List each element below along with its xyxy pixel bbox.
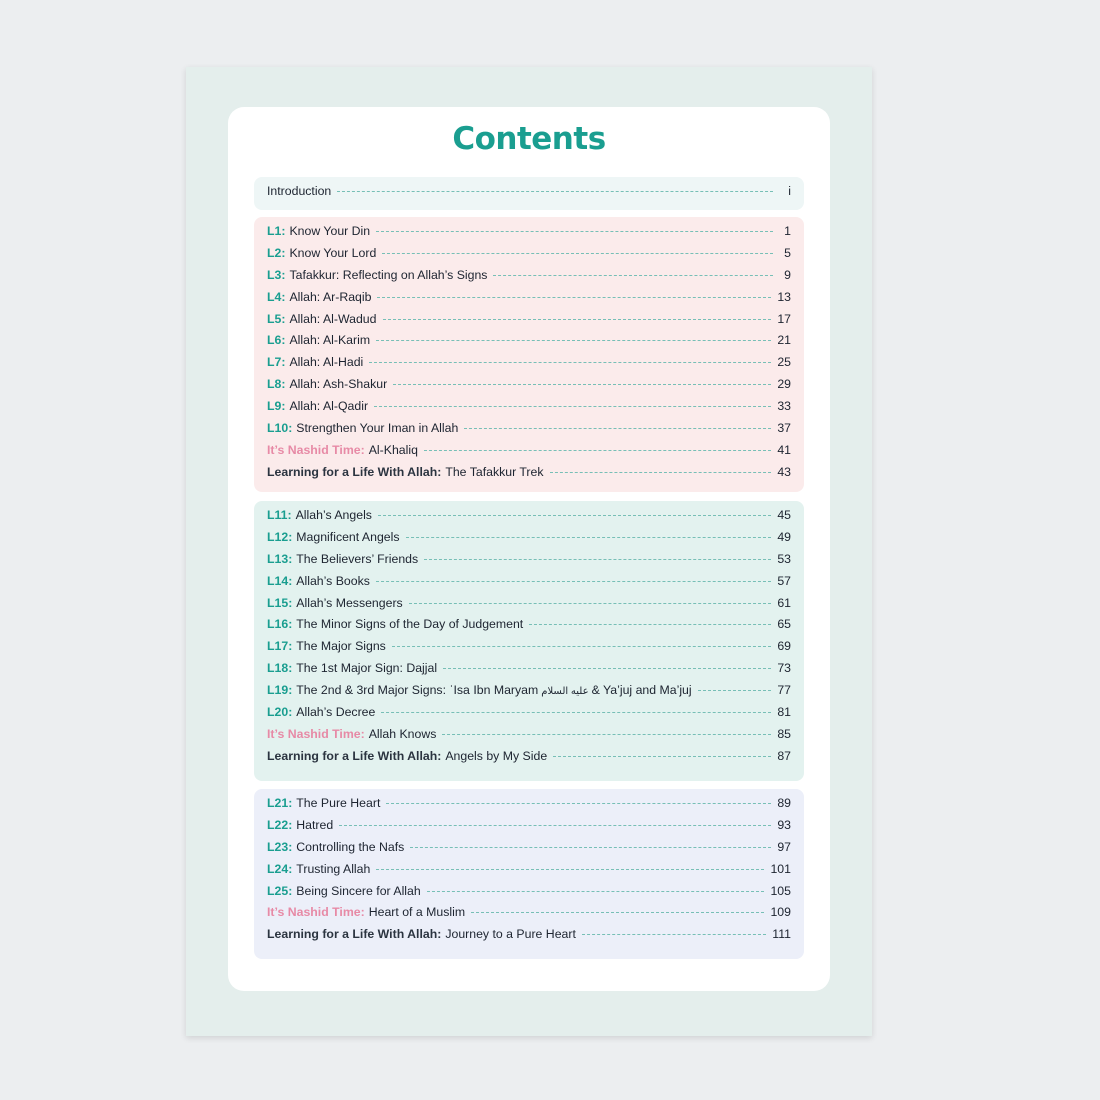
toc-entry	[267, 683, 791, 705]
dotted-leader	[424, 450, 771, 451]
dotted-leader	[383, 319, 772, 320]
toc-entry	[267, 421, 791, 443]
learning-label: Learning for a Life With Allah:	[267, 464, 442, 479]
book-page	[186, 67, 872, 1036]
toc-section-3	[254, 789, 804, 959]
lesson-number: L4:	[267, 289, 286, 304]
lesson-number: L11:	[267, 508, 292, 522]
toc-entry-label: Trusting Allah	[296, 861, 371, 876]
dotted-leader	[464, 428, 771, 429]
toc-entry	[267, 727, 791, 749]
toc-entry-page: 43	[777, 464, 791, 479]
dotted-leader	[427, 891, 765, 892]
dotted-leader	[550, 472, 772, 473]
toc-entry	[267, 333, 791, 355]
toc-entry-label: Allah’s Angels	[295, 508, 372, 522]
toc-entry	[267, 574, 791, 596]
dotted-leader	[410, 847, 771, 848]
toc-entry	[267, 399, 791, 421]
toc-entry	[267, 705, 791, 727]
toc-entry-page: 93	[777, 817, 791, 832]
toc-entry	[267, 552, 791, 574]
toc-entry-page: 29	[777, 377, 791, 392]
toc-entry-label: Allah: Al-Hadi	[289, 355, 364, 370]
toc-entry	[267, 617, 791, 639]
toc-entry	[267, 268, 791, 290]
lesson-number: L18:	[267, 661, 293, 676]
toc-entry-page: 69	[777, 639, 791, 654]
lesson-number: L12:	[267, 529, 293, 544]
toc-entry-page: 53	[777, 551, 791, 566]
dotted-leader	[376, 231, 773, 232]
toc-entry-label: Allah: Al-Karim	[289, 333, 371, 348]
toc-entry-page: 87	[777, 748, 791, 763]
toc-entry-label: Allah Knows	[368, 726, 437, 741]
toc-entry-page: 13	[777, 289, 791, 304]
contents-panel	[228, 107, 830, 991]
lesson-number: L21:	[267, 796, 293, 810]
toc-entry-label: Heart of a Muslim	[368, 905, 466, 920]
dotted-leader	[392, 646, 771, 647]
dotted-leader	[382, 253, 773, 254]
toc-entry-page: 105	[770, 883, 791, 898]
dotted-leader	[493, 275, 773, 276]
toc-entry-page: 97	[777, 839, 791, 854]
lesson-number: L5:	[267, 311, 286, 326]
lesson-number: L16:	[267, 617, 293, 632]
toc-entry-label: Controlling the Nafs	[296, 839, 405, 854]
lesson-number: L17:	[267, 639, 293, 654]
toc-entry	[267, 530, 791, 552]
toc-section-intro	[254, 177, 804, 210]
toc-entry	[267, 246, 791, 268]
toc-entry-page: 33	[777, 399, 791, 414]
nashid-label: It’s Nashid Time:	[267, 442, 365, 457]
lesson-number: L13:	[267, 551, 293, 566]
toc-entry	[267, 312, 791, 334]
toc-entry-page: 9	[784, 267, 791, 282]
toc-entry-page: 49	[777, 529, 791, 544]
dotted-leader	[424, 559, 771, 560]
toc-entry	[267, 661, 791, 683]
arabic-honorific: عليه السلام	[541, 686, 589, 698]
toc-entry-page: 101	[770, 861, 791, 876]
toc-entry-label: Introduction	[267, 184, 332, 198]
dotted-leader	[376, 869, 764, 870]
toc-entry-label: Know Your Din	[289, 224, 371, 238]
lesson-number: L2:	[267, 245, 286, 260]
toc-entry	[267, 355, 791, 377]
toc-entry-page: 81	[777, 705, 791, 720]
toc-entry-label: Being Sincere for Allah	[296, 883, 421, 898]
toc-entry-label: The Major Signs	[296, 639, 386, 654]
toc-entry-label: Allah: Al-Qadir	[289, 399, 369, 414]
dotted-leader	[698, 690, 772, 691]
toc-entry-label-continued: & Ya’juj and Ma’juj	[591, 683, 692, 698]
toc-entry-label: The Pure Heart	[296, 796, 381, 810]
toc-entry-page: 21	[777, 333, 791, 348]
lesson-number: L9:	[267, 399, 286, 414]
toc-entry	[267, 443, 791, 465]
toc-entry-label: Strengthen Your Iman in Allah	[296, 421, 459, 436]
toc-entry	[267, 508, 791, 530]
dotted-leader	[409, 603, 772, 604]
toc-entry-label: The 2nd & 3rd Major Signs: ʿIsa Ibn Maryam	[296, 683, 539, 698]
dotted-leader	[378, 515, 771, 516]
toc-entry	[267, 465, 791, 487]
toc-entry-page: 65	[777, 617, 791, 632]
lesson-number: L20:	[267, 705, 293, 720]
toc-section-1	[254, 217, 804, 492]
dotted-leader	[442, 734, 771, 735]
toc-entry-label: The 1st Major Sign: Dajjal	[296, 661, 438, 676]
toc-entry-label: Allah’s Messengers	[296, 595, 403, 610]
toc-entry	[267, 749, 791, 771]
toc-entry	[267, 862, 791, 884]
lesson-number: L7:	[267, 355, 286, 370]
lesson-number: L1:	[267, 224, 286, 238]
toc-entry	[267, 884, 791, 906]
dotted-leader	[377, 297, 771, 298]
toc-entry	[267, 796, 791, 818]
toc-entry-page: 17	[777, 311, 791, 326]
dotted-leader	[443, 668, 771, 669]
toc-entry	[267, 290, 791, 312]
lesson-number: L25:	[267, 883, 293, 898]
nashid-label: It’s Nashid Time:	[267, 726, 365, 741]
dotted-leader	[376, 581, 771, 582]
toc-entry-label: Know Your Lord	[289, 245, 377, 260]
toc-entry	[267, 818, 791, 840]
toc-entry-introduction	[267, 184, 791, 206]
lesson-number: L24:	[267, 861, 293, 876]
toc-entry-label: Allah: Al-Wadud	[289, 311, 377, 326]
lesson-number: L3:	[267, 267, 286, 282]
page-title: Contents	[452, 121, 606, 157]
learning-label: Learning for a Life With Allah:	[267, 748, 442, 763]
toc-entry-page: 37	[777, 421, 791, 436]
toc-entry-label: The Tafakkur Trek	[445, 464, 544, 479]
dotted-leader	[386, 803, 771, 804]
lesson-number: L10:	[267, 421, 293, 436]
toc-entry-page: 77	[777, 683, 791, 698]
dotted-leader	[376, 340, 771, 341]
toc-entry-label: Hatred	[296, 817, 334, 832]
dotted-leader	[471, 912, 764, 913]
toc-entry	[267, 840, 791, 862]
toc-entry-page: 5	[784, 245, 791, 260]
toc-entry-label: Journey to a Pure Heart	[445, 927, 576, 942]
toc-entry-label: Angels by My Side	[445, 748, 548, 763]
toc-entry-label: Magnificent Angels	[296, 529, 400, 544]
dotted-leader	[553, 756, 771, 757]
toc-entry-label: Allah’s Books	[296, 573, 370, 588]
nashid-label: It’s Nashid Time:	[267, 905, 365, 920]
lesson-number: L23:	[267, 839, 293, 854]
lesson-number: L15:	[267, 595, 293, 610]
dotted-leader	[381, 712, 771, 713]
toc-entry-page: 109	[770, 905, 791, 920]
dotted-leader	[529, 624, 771, 625]
lesson-number: L19:	[267, 683, 293, 698]
toc-entry-page: 45	[777, 508, 791, 522]
toc-entry	[267, 596, 791, 618]
toc-section-2	[254, 501, 804, 781]
toc-entry-label: Allah’s Decree	[296, 705, 376, 720]
toc-entry-page: i	[788, 184, 791, 198]
lesson-number: L6:	[267, 333, 286, 348]
dotted-leader	[337, 191, 773, 192]
toc-entry	[267, 927, 791, 949]
lesson-number: L8:	[267, 377, 286, 392]
lesson-number: L22:	[267, 817, 293, 832]
dotted-leader	[393, 384, 771, 385]
dotted-leader	[582, 934, 766, 935]
toc-entry-page: 61	[777, 595, 791, 610]
toc-entry-label: The Minor Signs of the Day of Judgement	[296, 617, 524, 632]
toc-entry-page: 73	[777, 661, 791, 676]
toc-entry-page: 85	[777, 726, 791, 741]
dotted-leader	[374, 406, 771, 407]
toc-entry-page: 111	[772, 927, 791, 942]
dotted-leader	[369, 362, 771, 363]
toc-entry	[267, 639, 791, 661]
toc-entry	[267, 224, 791, 246]
toc-entry-label: Tafakkur: Reflecting on Allah’s Signs	[289, 267, 488, 282]
lesson-number: L14:	[267, 573, 293, 588]
toc-entry-page: 89	[777, 796, 791, 810]
toc-entry-label: Al-Khaliq	[368, 442, 418, 457]
dotted-leader	[406, 537, 772, 538]
toc-entry-page: 57	[777, 573, 791, 588]
toc-entry-page: 41	[777, 442, 791, 457]
toc-entry	[267, 905, 791, 927]
toc-entry	[267, 377, 791, 399]
learning-label: Learning for a Life With Allah:	[267, 927, 442, 942]
toc-entry-page: 1	[784, 224, 791, 238]
toc-entry-label: Allah: Ash-Shakur	[289, 377, 388, 392]
toc-entry-page: 25	[777, 355, 791, 370]
toc-entry-label: Allah: Ar-Raqib	[289, 289, 372, 304]
dotted-leader	[339, 825, 771, 826]
toc-entry-label: The Believers’ Friends	[296, 551, 419, 566]
